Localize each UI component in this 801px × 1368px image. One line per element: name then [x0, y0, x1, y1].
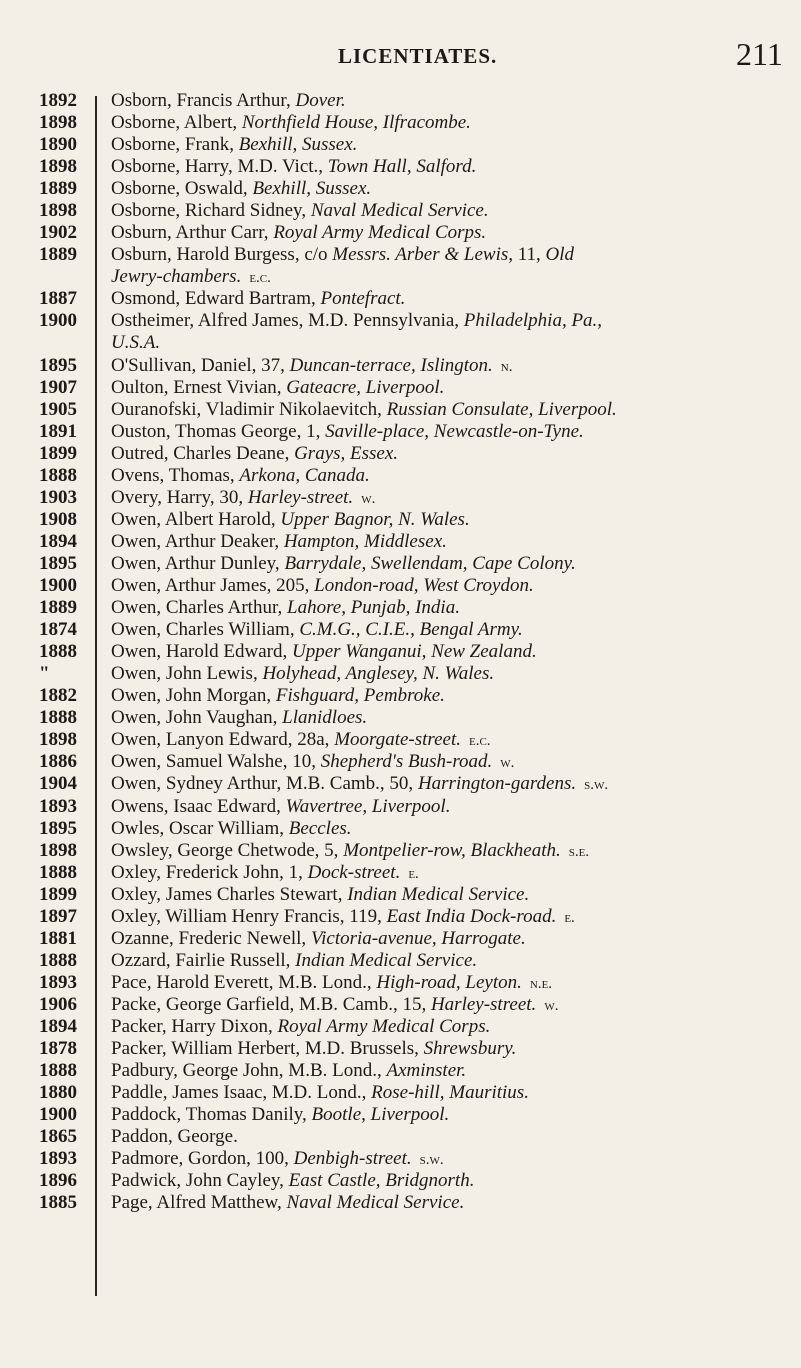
entry-address: Victoria-avenue, Harrogate.: [310, 927, 526, 949]
entry-text: [111, 1016, 791, 1038]
list-item: [0, 950, 801, 972]
entry-year: 1890: [39, 134, 77, 156]
entry-name: Owen, Sydney Arthur, M.B. Camb., 50,: [111, 773, 418, 795]
list-item: [0, 840, 801, 862]
entry-year: 1899: [39, 883, 77, 905]
entry-text: [111, 178, 791, 200]
list-item: [0, 597, 801, 619]
entry-text: [111, 707, 791, 729]
entry-address: Upper Wanganui, New Zealand.: [291, 641, 537, 663]
entry-year: 1889: [39, 244, 77, 266]
entry-address-line2: Jewry-chambers.: [111, 266, 242, 288]
entry-address: Hampton, Middlesex.: [283, 530, 447, 552]
entry-text: [111, 840, 791, 863]
entry-text: [111, 90, 791, 112]
entry-name: Osborne, Harry, M.D. Vict.,: [111, 156, 328, 178]
entry-name: Ostheimer, Alfred James, M.D. Pennsylvania,: [111, 310, 464, 332]
postal-district: e.c.: [249, 270, 271, 287]
postal-district: n.: [500, 358, 513, 375]
entry-year: 1908: [39, 508, 77, 530]
entry-address: Shepherd's Bush-road.: [320, 751, 493, 773]
entry-address: Harley-street.: [430, 993, 537, 1015]
entry-year: 1893: [39, 971, 77, 993]
entry-name: Osborn, Francis Arthur,: [111, 90, 296, 111]
list-item: [0, 310, 801, 354]
entry-year: 1882: [39, 685, 77, 707]
entry-name: Ozzard, Fairlie Russell,: [111, 949, 296, 971]
entry-year: 1900: [39, 1104, 77, 1126]
entry-text: [111, 465, 791, 487]
entry-year: 1892: [39, 90, 77, 111]
list-item: [0, 994, 801, 1016]
entry-address: Harrington-gardens.: [417, 773, 577, 795]
entry-year: 1893: [39, 795, 77, 817]
entry-year: 1888: [39, 861, 77, 883]
entry-name: Owens, Isaac Edward,: [111, 795, 286, 817]
list-item: [0, 156, 801, 178]
entry-name: Owen, John Morgan,: [111, 685, 276, 707]
entry-address: Arkona, Canada.: [239, 464, 370, 486]
entry-year: 1886: [39, 751, 77, 773]
entry-address: Dock-street.: [307, 861, 401, 883]
entry-name: Packe, George Garfield, M.B. Camb., 15,: [111, 993, 431, 1015]
entry-address: London-road, West Croydon.: [314, 575, 534, 597]
entry-text: [111, 796, 791, 818]
entry-name: Osburn, Arthur Carr,: [111, 222, 274, 244]
entry-address-continued: Old: [545, 244, 575, 266]
entry-address: Holyhead, Anglesey, N. Wales.: [262, 663, 495, 685]
postal-district: w.: [544, 997, 559, 1014]
entry-name: Owen, John Vaughan,: [111, 707, 283, 729]
entry-text: [111, 862, 791, 885]
entry-name: Packer, Harry Dixon,: [111, 1015, 278, 1037]
postal-district: n.e.: [529, 975, 553, 992]
list-item: [0, 355, 801, 377]
entry-text: [111, 972, 791, 995]
entry-year: 1904: [39, 773, 77, 795]
entry-address: Upper Bagnor, N. Wales.: [280, 508, 470, 530]
list-item: [0, 1038, 801, 1060]
list-item: [0, 399, 801, 421]
entry-text: [111, 597, 791, 619]
entry-address: Dover.: [295, 90, 346, 111]
list-item: [0, 972, 801, 994]
entry-address: Messrs. Arber & Lewis,: [332, 244, 513, 266]
entry-name: Owen, Samuel Walshe, 10,: [111, 751, 321, 773]
entry-text: [111, 773, 791, 796]
entry-address: Wavertree, Liverpool.: [285, 795, 451, 817]
list-item: [0, 796, 801, 818]
entry-address: High-road, Leyton.: [376, 971, 522, 993]
entry-text: [111, 421, 791, 443]
entry-name: Ouston, Thomas George, 1,: [111, 420, 326, 442]
entry-address: Northfield House, Ilfracombe.: [241, 112, 471, 134]
entry-name: Osmond, Edward Bartram,: [111, 288, 321, 310]
entry-address: Bootle, Liverpool.: [311, 1104, 450, 1126]
entry-address: Moorgate-street.: [334, 729, 461, 751]
entry-address-line2: U.S.A.: [111, 332, 161, 354]
entry-address: East India Dock-road.: [386, 905, 557, 927]
entry-address: Axminster.: [386, 1060, 467, 1082]
entry-address: Montpelier-row, Blackheath.: [343, 839, 561, 861]
entry-text: [111, 288, 791, 310]
entry-year: 1894: [39, 530, 77, 552]
entry-text: [111, 134, 791, 156]
entry-text: [111, 443, 791, 465]
entry-address: Grays, Essex.: [294, 442, 399, 464]
entry-year: 1881: [39, 927, 77, 949]
entry-name: Padwick, John Cayley,: [111, 1170, 289, 1192]
list-item: [0, 90, 801, 112]
entry-name: Osborne, Oswald,: [111, 178, 253, 200]
entry-year: 1887: [39, 288, 77, 310]
entry-text: [111, 641, 791, 663]
list-item: [0, 1016, 801, 1038]
entry-name: Pace, Harold Everett, M.B. Lond.,: [111, 971, 377, 993]
entry-year: 1905: [39, 398, 77, 420]
entry-address: East Castle, Bridgnorth.: [288, 1170, 475, 1192]
list-item: [0, 685, 801, 707]
entry-text: [111, 112, 791, 134]
entry-text: [111, 1192, 791, 1214]
entry-year: 1895: [39, 552, 77, 574]
list-item: [0, 487, 801, 509]
entry-text: [111, 553, 791, 575]
list-item: [0, 288, 801, 310]
list-item: [0, 641, 801, 663]
entry-year: 1897: [39, 905, 77, 927]
entry-year: 1894: [39, 1015, 77, 1037]
entry-name: Owen, Albert Harold,: [111, 508, 281, 530]
entry-text: [111, 619, 791, 641]
entry-text: [111, 1038, 791, 1060]
entry-name: Paddock, Thomas Danily,: [111, 1104, 312, 1126]
entry-year: 1874: [39, 619, 77, 641]
entry-address: Naval Medical Service.: [310, 200, 489, 222]
entry-text: [111, 1104, 791, 1126]
entry-text: [111, 377, 791, 399]
entry-year: 1878: [39, 1038, 77, 1060]
list-item: [0, 928, 801, 950]
entry-text: [111, 751, 791, 774]
entry-text: [111, 244, 791, 289]
entry-name: Owen, John Lewis,: [111, 663, 263, 685]
list-item: [0, 553, 801, 575]
postal-district: w.: [500, 755, 515, 772]
list-item: [0, 178, 801, 200]
list-item: [0, 421, 801, 443]
postal-district: s.e.: [568, 843, 590, 860]
entry-text: [111, 906, 791, 929]
list-item: [0, 1170, 801, 1192]
list-item: [0, 884, 801, 906]
entry-address: Bexhill, Sussex.: [238, 134, 358, 156]
entry-name: Padmore, Gordon, 100,: [111, 1148, 294, 1170]
entry-name: Owen, Arthur Dunley,: [111, 552, 285, 574]
entry-text: [111, 1170, 791, 1192]
entry-year: 1889: [39, 178, 77, 200]
entry-address: Beccles.: [288, 817, 352, 839]
entry-year: ": [39, 663, 50, 685]
entry-year: 1889: [39, 597, 77, 619]
entry-name: Paddle, James Isaac, M.D. Lond.,: [111, 1082, 372, 1104]
postal-district: w.: [361, 490, 376, 507]
entry-text: [111, 310, 791, 354]
entry-name: Oxley, William Henry Francis, 119,: [111, 905, 387, 927]
running-title: LICENTIATES.: [338, 44, 498, 68]
entry-text: [111, 1082, 791, 1104]
postal-district: e.c.: [469, 733, 491, 750]
entry-address: Barrydale, Swellendam, Cape Colony.: [284, 552, 576, 574]
entry-address: Philadelphia, Pa.,: [463, 310, 603, 332]
entry-year: 1902: [39, 222, 77, 244]
licentiate-list: [0, 90, 801, 1214]
list-item: [0, 443, 801, 465]
entry-name: Owen, Arthur Deaker,: [111, 530, 284, 552]
entry-text: [111, 222, 791, 244]
entry-address: Duncan-terrace, Islington.: [289, 354, 493, 376]
entry-address: C.M.G., C.I.E., Bengal Army.: [299, 619, 523, 641]
postal-district: s.w.: [419, 1152, 444, 1169]
list-item: [0, 751, 801, 773]
entry-year: 1900: [39, 575, 77, 597]
entry-text: [111, 531, 791, 553]
entry-year: 1888: [39, 641, 77, 663]
entry-text: [111, 399, 791, 421]
entry-text: [111, 685, 791, 707]
list-item: [0, 575, 801, 597]
entry-year: 1898: [39, 112, 77, 134]
entry-name: Ozanne, Frederic Newell,: [111, 927, 311, 949]
entry-name: Owen, Harold Edward,: [111, 641, 292, 663]
entry-year: 1903: [39, 486, 77, 508]
list-item: [0, 906, 801, 928]
entry-year: 1865: [39, 1126, 77, 1148]
page-header: [0, 36, 801, 84]
entry-address: Indian Medical Service.: [295, 949, 478, 971]
page-number: 211: [736, 36, 783, 72]
list-item: [0, 619, 801, 641]
list-item: [0, 1148, 801, 1170]
list-item: [0, 134, 801, 156]
list-item: [0, 244, 801, 288]
entry-year: 1888: [39, 464, 77, 486]
entry-address: Bexhill, Sussex.: [252, 178, 372, 200]
entry-year: 1885: [39, 1192, 77, 1214]
entry-year: 1906: [39, 993, 77, 1015]
list-item: [0, 509, 801, 531]
list-item: [0, 222, 801, 244]
entry-year: 1900: [39, 310, 77, 332]
entry-name: Osborne, Frank,: [111, 134, 239, 156]
entry-address: Shrewsbury.: [423, 1038, 517, 1060]
entry-name: Packer, William Herbert, M.D. Brussels,: [111, 1038, 424, 1060]
entry-name: Ovens, Thomas,: [111, 464, 240, 486]
entry-year: 1895: [39, 354, 77, 376]
entry-address: Pontefract.: [320, 288, 406, 310]
entry-text: [111, 200, 791, 222]
entry-name: Osborne, Richard Sidney,: [111, 200, 311, 222]
entry-name: Padbury, George John, M.B. Lond.,: [111, 1060, 387, 1082]
postal-district: e.: [564, 909, 575, 926]
entry-address: Rose-hill, Mauritius.: [371, 1082, 529, 1104]
entry-year: 1888: [39, 949, 77, 971]
entry-name: Owsley, George Chetwode, 5,: [111, 839, 344, 861]
entry-address: Naval Medical Service.: [286, 1192, 465, 1214]
entry-name: Oulton, Ernest Vivian,: [111, 376, 287, 398]
entry-year: 1888: [39, 707, 77, 729]
entry-address: Llanidloes.: [282, 707, 368, 729]
list-item: [0, 377, 801, 399]
entry-year: 1895: [39, 817, 77, 839]
entry-name: Osburn, Harold Burgess, c/o: [111, 244, 333, 266]
entry-address: Fishguard, Pembroke.: [275, 685, 445, 707]
entry-text: [111, 487, 791, 510]
list-item: [0, 1082, 801, 1104]
entry-name: Ouranofski, Vladimir Nikolaevitch,: [111, 398, 387, 420]
list-item: [0, 729, 801, 751]
entry-name: Osborne, Albert,: [111, 112, 242, 134]
entry-year: 1898: [39, 729, 77, 751]
entry-address: Harley-street.: [247, 486, 354, 508]
entry-name: O'Sullivan, Daniel, 37,: [111, 354, 290, 376]
entry-address: Gateacre, Liverpool.: [286, 376, 445, 398]
list-item: [0, 1126, 801, 1148]
list-item: [0, 200, 801, 222]
entry-address: Royal Army Medical Corps.: [277, 1015, 491, 1037]
entry-address: Saville-place, Newcastle-on-Tyne.: [325, 420, 584, 442]
entry-address: Russian Consulate, Liverpool.: [386, 398, 617, 420]
entry-text: [111, 729, 791, 752]
list-item: [0, 663, 801, 685]
postal-district: e.: [408, 865, 419, 882]
list-item: [0, 707, 801, 729]
entry-name: Page, Alfred Matthew,: [111, 1192, 287, 1214]
entry-text: [111, 928, 791, 950]
entry-year: 1899: [39, 442, 77, 464]
entry-text: [111, 1148, 791, 1171]
entry-address: Town Hall, Salford.: [327, 156, 477, 178]
entry-address: Lahore, Punjab, India.: [287, 597, 460, 619]
entry-text: [111, 818, 791, 840]
entry-address: Indian Medical Service.: [347, 883, 530, 905]
entry-name: Overy, Harry, 30,: [111, 486, 248, 508]
entry-address-number: 11,: [513, 244, 546, 266]
entry-name: Owen, Arthur James, 205,: [111, 575, 315, 597]
entry-text: [111, 994, 791, 1017]
entry-name: Oxley, Frederick John, 1,: [111, 861, 308, 883]
entry-text: [111, 509, 791, 531]
entry-year: 1898: [39, 839, 77, 861]
entry-text: [111, 663, 791, 685]
list-item: [0, 818, 801, 840]
list-item: [0, 112, 801, 134]
entry-name: Owen, Charles Arthur,: [111, 597, 288, 619]
list-item: [0, 862, 801, 884]
list-item: [0, 465, 801, 487]
entry-text: [111, 1126, 791, 1148]
entry-name: Oxley, James Charles Stewart,: [111, 883, 348, 905]
entry-year: 1898: [39, 156, 77, 178]
entry-year: 1893: [39, 1148, 77, 1170]
entry-text: [111, 950, 791, 972]
entry-address: Royal Army Medical Corps.: [273, 222, 487, 244]
entry-text: [111, 355, 791, 378]
entry-address: Denbigh-street.: [293, 1148, 412, 1170]
postal-district: s.w.: [584, 777, 609, 794]
entry-year: 1891: [39, 420, 77, 442]
entry-year: 1888: [39, 1060, 77, 1082]
entry-name: Paddon, George.: [111, 1126, 238, 1148]
list-item: [0, 1192, 801, 1214]
entry-name: Owen, Charles William,: [111, 619, 300, 641]
entry-year: 1880: [39, 1082, 77, 1104]
entry-name: Owen, Lanyon Edward, 28a,: [111, 729, 335, 751]
entry-year: 1898: [39, 200, 77, 222]
entry-year: 1907: [39, 376, 77, 398]
list-item: [0, 1104, 801, 1126]
entry-text: [111, 156, 791, 178]
entry-text: [111, 575, 791, 597]
list-item: [0, 773, 801, 795]
entry-year: 1896: [39, 1170, 77, 1192]
entry-name: Outred, Charles Deane,: [111, 442, 295, 464]
entry-name: Owles, Oscar William,: [111, 817, 289, 839]
list-item: [0, 1060, 801, 1082]
list-item: [0, 531, 801, 553]
entry-text: [111, 884, 791, 906]
entry-text: [111, 1060, 791, 1082]
